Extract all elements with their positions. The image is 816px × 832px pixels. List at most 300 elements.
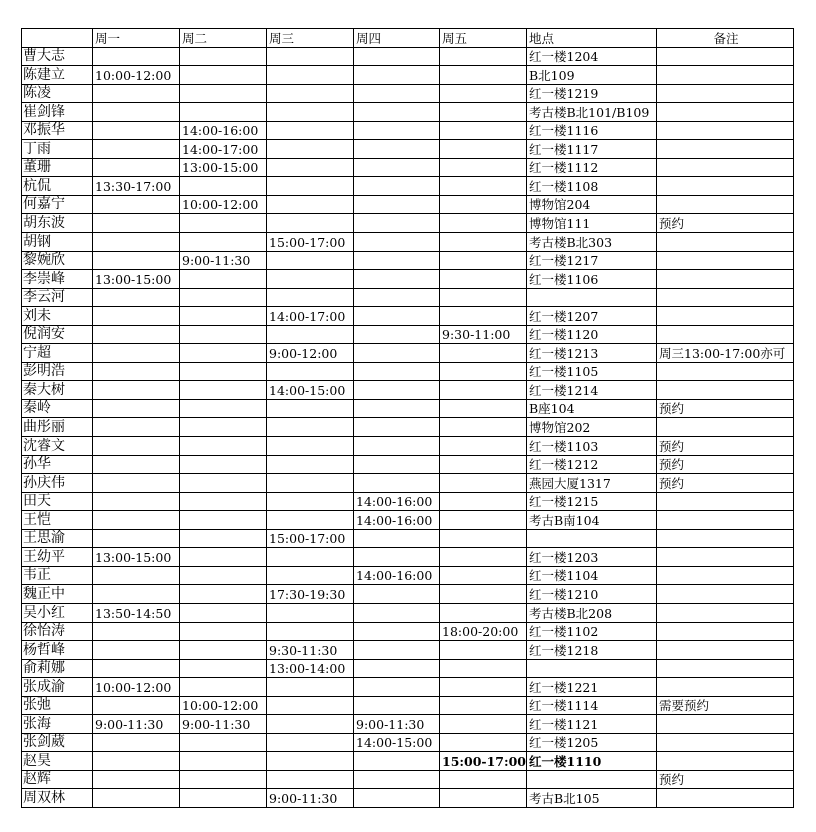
- wednesday-hours-cell: [267, 177, 354, 196]
- tuesday-hours-cell: [180, 307, 267, 326]
- friday-hours-cell: [440, 140, 527, 159]
- table-body: [22, 47, 794, 807]
- wednesday-hours-cell: 14:00-17:00: [267, 307, 354, 326]
- monday-hours-cell: [93, 659, 180, 678]
- office-location-cell: 红一楼1217: [527, 251, 657, 270]
- thursday-hours-cell: 14:00-15:00: [354, 733, 440, 752]
- office-location-cell: 博物馆204: [527, 195, 657, 214]
- table-row: [22, 121, 794, 140]
- wednesday-hours-cell: [267, 603, 354, 622]
- monday-hours-cell: [93, 585, 180, 604]
- table-row: [22, 66, 794, 85]
- tuesday-hours-cell: [180, 362, 267, 381]
- monday-hours-cell: [93, 251, 180, 270]
- office-location-cell: 红一楼1105: [527, 362, 657, 381]
- friday-hours-cell: [440, 47, 527, 66]
- wednesday-hours-cell: 17:30-19:30: [267, 585, 354, 604]
- tuesday-hours-cell: [180, 344, 267, 363]
- table-row: [22, 325, 794, 344]
- table-row: [22, 344, 794, 363]
- monday-hours-cell: [93, 362, 180, 381]
- friday-hours-cell: [440, 455, 527, 474]
- teacher-name-cell: 吴小红: [22, 603, 93, 622]
- office-hours-table: [21, 28, 794, 808]
- friday-hours-cell: [440, 437, 527, 456]
- note-cell: [657, 529, 794, 548]
- table-row: [22, 270, 794, 289]
- teacher-name-cell: 杭侃: [22, 177, 93, 196]
- friday-hours-cell: 9:30-11:00: [440, 325, 527, 344]
- monday-hours-cell: [93, 696, 180, 715]
- tuesday-hours-cell: 14:00-16:00: [180, 121, 267, 140]
- tuesday-hours-cell: [180, 492, 267, 511]
- wednesday-hours-cell: [267, 492, 354, 511]
- note-cell: [657, 603, 794, 622]
- friday-hours-cell: [440, 270, 527, 289]
- wednesday-hours-cell: [267, 103, 354, 122]
- tuesday-hours-cell: [180, 381, 267, 400]
- office-location-cell: 红一楼1102: [527, 622, 657, 641]
- wednesday-hours-cell: [267, 455, 354, 474]
- thursday-hours-cell: [354, 641, 440, 660]
- wednesday-hours-cell: 9:00-12:00: [267, 344, 354, 363]
- table-row: [22, 381, 794, 400]
- table-row: [22, 437, 794, 456]
- monday-hours-cell: [93, 103, 180, 122]
- friday-hours-cell: [440, 696, 527, 715]
- monday-hours-cell: [93, 492, 180, 511]
- office-location-cell: 红一楼1112: [527, 158, 657, 177]
- office-location-cell: 红一楼1221: [527, 678, 657, 697]
- wednesday-hours-cell: [267, 195, 354, 214]
- office-location-cell: 红一楼1219: [527, 84, 657, 103]
- note-cell: [657, 622, 794, 641]
- note-cell: [657, 418, 794, 437]
- monday-hours-cell: [93, 418, 180, 437]
- thursday-hours-cell: [354, 455, 440, 474]
- thursday-hours-cell: [354, 529, 440, 548]
- table-row: [22, 233, 794, 252]
- friday-hours-cell: [440, 195, 527, 214]
- friday-hours-cell: [440, 641, 527, 660]
- teacher-name-cell: 孙庆伟: [22, 474, 93, 493]
- office-location-cell: 考古楼B北303: [527, 233, 657, 252]
- monday-hours-cell: [93, 307, 180, 326]
- note-cell: [657, 659, 794, 678]
- friday-hours-cell: [440, 678, 527, 697]
- thursday-hours-cell: [354, 233, 440, 252]
- table-row: [22, 307, 794, 326]
- note-cell: [657, 733, 794, 752]
- monday-hours-cell: 10:00-12:00: [93, 66, 180, 85]
- thursday-hours-cell: 9:00-11:30: [354, 715, 440, 734]
- header-note: 备注: [657, 29, 794, 48]
- tuesday-hours-cell: [180, 641, 267, 660]
- table-row: [22, 603, 794, 622]
- office-location-cell: 红一楼1218: [527, 641, 657, 660]
- wednesday-hours-cell: [267, 511, 354, 530]
- header-tuesday: 周二: [180, 29, 267, 48]
- note-cell: [657, 66, 794, 85]
- friday-hours-cell: [440, 362, 527, 381]
- teacher-name-cell: 周双林: [22, 789, 93, 808]
- teacher-name-cell: 倪润安: [22, 325, 93, 344]
- thursday-hours-cell: [354, 399, 440, 418]
- thursday-hours-cell: [354, 195, 440, 214]
- monday-hours-cell: [93, 752, 180, 771]
- office-location-cell: 红一楼1108: [527, 177, 657, 196]
- tuesday-hours-cell: [180, 566, 267, 585]
- teacher-name-cell: 李崇峰: [22, 270, 93, 289]
- friday-hours-cell: [440, 511, 527, 530]
- teacher-name-cell: 丁雨: [22, 140, 93, 159]
- note-cell: [657, 566, 794, 585]
- thursday-hours-cell: [354, 47, 440, 66]
- wednesday-hours-cell: [267, 47, 354, 66]
- tuesday-hours-cell: [180, 325, 267, 344]
- wednesday-hours-cell: [267, 121, 354, 140]
- tuesday-hours-cell: [180, 177, 267, 196]
- tuesday-hours-cell: [180, 622, 267, 641]
- table-row: [22, 288, 794, 307]
- note-cell: 预约: [657, 474, 794, 493]
- note-cell: [657, 752, 794, 771]
- note-cell: [657, 325, 794, 344]
- tuesday-hours-cell: [180, 548, 267, 567]
- monday-hours-cell: [93, 511, 180, 530]
- office-location-cell: [527, 288, 657, 307]
- teacher-name-cell: 崔剑锋: [22, 103, 93, 122]
- teacher-name-cell: 黎婉欣: [22, 251, 93, 270]
- thursday-hours-cell: [354, 752, 440, 771]
- monday-hours-cell: [93, 84, 180, 103]
- tuesday-hours-cell: 14:00-17:00: [180, 140, 267, 159]
- wednesday-hours-cell: [267, 214, 354, 233]
- table-row: [22, 715, 794, 734]
- friday-hours-cell: [440, 177, 527, 196]
- monday-hours-cell: [93, 233, 180, 252]
- note-cell: [657, 140, 794, 159]
- tuesday-hours-cell: [180, 603, 267, 622]
- tuesday-hours-cell: [180, 529, 267, 548]
- header-thursday: 周四: [354, 29, 440, 48]
- teacher-name-cell: 沈睿文: [22, 437, 93, 456]
- friday-hours-cell: [440, 233, 527, 252]
- table-row: [22, 548, 794, 567]
- monday-hours-cell: [93, 474, 180, 493]
- office-location-cell: 博物馆202: [527, 418, 657, 437]
- office-location-cell: [527, 770, 657, 789]
- tuesday-hours-cell: [180, 511, 267, 530]
- thursday-hours-cell: [354, 585, 440, 604]
- note-cell: 预约: [657, 399, 794, 418]
- note-cell: [657, 84, 794, 103]
- table-row: [22, 103, 794, 122]
- table-row: [22, 158, 794, 177]
- header-location: 地点: [527, 29, 657, 48]
- friday-hours-cell: [440, 566, 527, 585]
- office-location-cell: 考古B北105: [527, 789, 657, 808]
- table-row: [22, 84, 794, 103]
- teacher-name-cell: 陈凌: [22, 84, 93, 103]
- note-cell: [657, 251, 794, 270]
- office-location-cell: 红一楼1116: [527, 121, 657, 140]
- note-cell: [657, 789, 794, 808]
- table-row: [22, 47, 794, 66]
- wednesday-hours-cell: 15:00-17:00: [267, 529, 354, 548]
- tuesday-hours-cell: [180, 288, 267, 307]
- office-location-cell: [527, 659, 657, 678]
- table-row: [22, 399, 794, 418]
- wednesday-hours-cell: 13:00-14:00: [267, 659, 354, 678]
- teacher-name-cell: 张弛: [22, 696, 93, 715]
- wednesday-hours-cell: [267, 696, 354, 715]
- teacher-name-cell: 赵辉: [22, 770, 93, 789]
- thursday-hours-cell: [354, 437, 440, 456]
- monday-hours-cell: [93, 455, 180, 474]
- office-location-cell: 考古楼B北101/B109: [527, 103, 657, 122]
- monday-hours-cell: 13:00-15:00: [93, 548, 180, 567]
- friday-hours-cell: [440, 529, 527, 548]
- friday-hours-cell: 18:00-20:00: [440, 622, 527, 641]
- office-location-cell: 红一楼1120: [527, 325, 657, 344]
- thursday-hours-cell: [354, 659, 440, 678]
- note-cell: [657, 492, 794, 511]
- note-cell: [657, 362, 794, 381]
- wednesday-hours-cell: [267, 715, 354, 734]
- monday-hours-cell: [93, 140, 180, 159]
- note-cell: [657, 548, 794, 567]
- teacher-name-cell: 秦岭: [22, 399, 93, 418]
- office-location-cell: B北109: [527, 66, 657, 85]
- thursday-hours-cell: [354, 418, 440, 437]
- teacher-name-cell: 秦大树: [22, 381, 93, 400]
- teacher-name-cell: 张海: [22, 715, 93, 734]
- tuesday-hours-cell: [180, 585, 267, 604]
- monday-hours-cell: [93, 622, 180, 641]
- thursday-hours-cell: [354, 696, 440, 715]
- wednesday-hours-cell: [267, 622, 354, 641]
- friday-hours-cell: [440, 770, 527, 789]
- office-location-cell: 红一楼1213: [527, 344, 657, 363]
- monday-hours-cell: [93, 641, 180, 660]
- note-cell: [657, 47, 794, 66]
- teacher-name-cell: 俞莉娜: [22, 659, 93, 678]
- tuesday-hours-cell: [180, 47, 267, 66]
- office-location-cell: 红一楼1110: [527, 752, 657, 771]
- header-name: [22, 29, 93, 48]
- thursday-hours-cell: [354, 177, 440, 196]
- teacher-name-cell: 彭明浩: [22, 362, 93, 381]
- friday-hours-cell: [440, 251, 527, 270]
- friday-hours-cell: [440, 659, 527, 678]
- wednesday-hours-cell: [267, 678, 354, 697]
- office-location-cell: 博物馆111: [527, 214, 657, 233]
- monday-hours-cell: [93, 47, 180, 66]
- monday-hours-cell: [93, 789, 180, 808]
- monday-hours-cell: 13:00-15:00: [93, 270, 180, 289]
- teacher-name-cell: 张成渝: [22, 678, 93, 697]
- monday-hours-cell: 13:30-17:00: [93, 177, 180, 196]
- office-location-cell: 红一楼1212: [527, 455, 657, 474]
- monday-hours-cell: [93, 121, 180, 140]
- monday-hours-cell: [93, 399, 180, 418]
- tuesday-hours-cell: [180, 789, 267, 808]
- tuesday-hours-cell: [180, 399, 267, 418]
- tuesday-hours-cell: 9:00-11:30: [180, 251, 267, 270]
- office-location-cell: 红一楼1203: [527, 548, 657, 567]
- table-row: [22, 696, 794, 715]
- thursday-hours-cell: [354, 362, 440, 381]
- note-cell: 预约: [657, 214, 794, 233]
- table-row: [22, 177, 794, 196]
- table-row: [22, 140, 794, 159]
- office-location-cell: 红一楼1210: [527, 585, 657, 604]
- wednesday-hours-cell: [267, 418, 354, 437]
- note-cell: [657, 233, 794, 252]
- friday-hours-cell: [440, 307, 527, 326]
- teacher-name-cell: 张剑葳: [22, 733, 93, 752]
- friday-hours-cell: [440, 158, 527, 177]
- table-row: [22, 455, 794, 474]
- note-cell: 需要预约: [657, 696, 794, 715]
- wednesday-hours-cell: [267, 84, 354, 103]
- note-cell: [657, 641, 794, 660]
- office-location-cell: 红一楼1215: [527, 492, 657, 511]
- thursday-hours-cell: [354, 474, 440, 493]
- table-row: [22, 622, 794, 641]
- thursday-hours-cell: [354, 603, 440, 622]
- table-row: [22, 418, 794, 437]
- table-row: [22, 529, 794, 548]
- table-row: [22, 251, 794, 270]
- table-row: [22, 770, 794, 789]
- wednesday-hours-cell: 9:00-11:30: [267, 789, 354, 808]
- friday-hours-cell: [440, 121, 527, 140]
- tuesday-hours-cell: [180, 474, 267, 493]
- note-cell: [657, 195, 794, 214]
- office-location-cell: 红一楼1114: [527, 696, 657, 715]
- wednesday-hours-cell: 14:00-15:00: [267, 381, 354, 400]
- teacher-name-cell: 王幼平: [22, 548, 93, 567]
- wednesday-hours-cell: [267, 548, 354, 567]
- thursday-hours-cell: [354, 66, 440, 85]
- table-row: [22, 214, 794, 233]
- note-cell: 预约: [657, 770, 794, 789]
- thursday-hours-cell: [354, 103, 440, 122]
- tuesday-hours-cell: [180, 752, 267, 771]
- monday-hours-cell: [93, 529, 180, 548]
- monday-hours-cell: [93, 381, 180, 400]
- teacher-name-cell: 赵昊: [22, 752, 93, 771]
- thursday-hours-cell: [354, 84, 440, 103]
- tuesday-hours-cell: [180, 270, 267, 289]
- wednesday-hours-cell: [267, 770, 354, 789]
- teacher-name-cell: 杨哲峰: [22, 641, 93, 660]
- wednesday-hours-cell: [267, 733, 354, 752]
- tuesday-hours-cell: 9:00-11:30: [180, 715, 267, 734]
- monday-hours-cell: [93, 566, 180, 585]
- tuesday-hours-cell: 10:00-12:00: [180, 696, 267, 715]
- table-row: [22, 678, 794, 697]
- note-cell: [657, 103, 794, 122]
- friday-hours-cell: [440, 715, 527, 734]
- monday-hours-cell: [93, 733, 180, 752]
- office-location-cell: 红一楼1106: [527, 270, 657, 289]
- office-location-cell: 红一楼1104: [527, 566, 657, 585]
- monday-hours-cell: [93, 770, 180, 789]
- note-cell: 周三13:00-17:00亦可: [657, 344, 794, 363]
- friday-hours-cell: [440, 603, 527, 622]
- teacher-name-cell: 王思渝: [22, 529, 93, 548]
- wednesday-hours-cell: [267, 437, 354, 456]
- wednesday-hours-cell: [267, 288, 354, 307]
- wednesday-hours-cell: [267, 251, 354, 270]
- wednesday-hours-cell: [267, 362, 354, 381]
- tuesday-hours-cell: [180, 84, 267, 103]
- teacher-name-cell: 董珊: [22, 158, 93, 177]
- teacher-name-cell: 韦正: [22, 566, 93, 585]
- note-cell: [657, 177, 794, 196]
- note-cell: [657, 715, 794, 734]
- friday-hours-cell: [440, 548, 527, 567]
- teacher-name-cell: 田天: [22, 492, 93, 511]
- table-row: [22, 659, 794, 678]
- monday-hours-cell: 13:50-14:50: [93, 603, 180, 622]
- teacher-name-cell: 曹大志: [22, 47, 93, 66]
- tuesday-hours-cell: [180, 659, 267, 678]
- tuesday-hours-cell: [180, 233, 267, 252]
- teacher-name-cell: 曲彤丽: [22, 418, 93, 437]
- table-row: [22, 511, 794, 530]
- wednesday-hours-cell: [267, 566, 354, 585]
- thursday-hours-cell: [354, 288, 440, 307]
- note-cell: [657, 270, 794, 289]
- office-location-cell: B座104: [527, 399, 657, 418]
- monday-hours-cell: 9:00-11:30: [93, 715, 180, 734]
- friday-hours-cell: [440, 789, 527, 808]
- monday-hours-cell: [93, 214, 180, 233]
- table-row: [22, 474, 794, 493]
- thursday-hours-cell: [354, 121, 440, 140]
- table-row: [22, 195, 794, 214]
- teacher-name-cell: 刘未: [22, 307, 93, 326]
- note-cell: [657, 121, 794, 140]
- monday-hours-cell: [93, 344, 180, 363]
- office-location-cell: 红一楼1207: [527, 307, 657, 326]
- office-location-cell: [527, 529, 657, 548]
- table-row: [22, 362, 794, 381]
- office-location-cell: 红一楼1204: [527, 47, 657, 66]
- office-location-cell: 考古B南104: [527, 511, 657, 530]
- friday-hours-cell: [440, 399, 527, 418]
- friday-hours-cell: [440, 585, 527, 604]
- tuesday-hours-cell: [180, 103, 267, 122]
- thursday-hours-cell: 14:00-16:00: [354, 566, 440, 585]
- thursday-hours-cell: 14:00-16:00: [354, 511, 440, 530]
- thursday-hours-cell: [354, 251, 440, 270]
- note-cell: [657, 158, 794, 177]
- wednesday-hours-cell: [267, 325, 354, 344]
- teacher-name-cell: 王恺: [22, 511, 93, 530]
- note-cell: [657, 381, 794, 400]
- friday-hours-cell: [440, 103, 527, 122]
- thursday-hours-cell: [354, 270, 440, 289]
- teacher-name-cell: 孙华: [22, 455, 93, 474]
- thursday-hours-cell: [354, 548, 440, 567]
- teacher-name-cell: 邓振华: [22, 121, 93, 140]
- tuesday-hours-cell: [180, 455, 267, 474]
